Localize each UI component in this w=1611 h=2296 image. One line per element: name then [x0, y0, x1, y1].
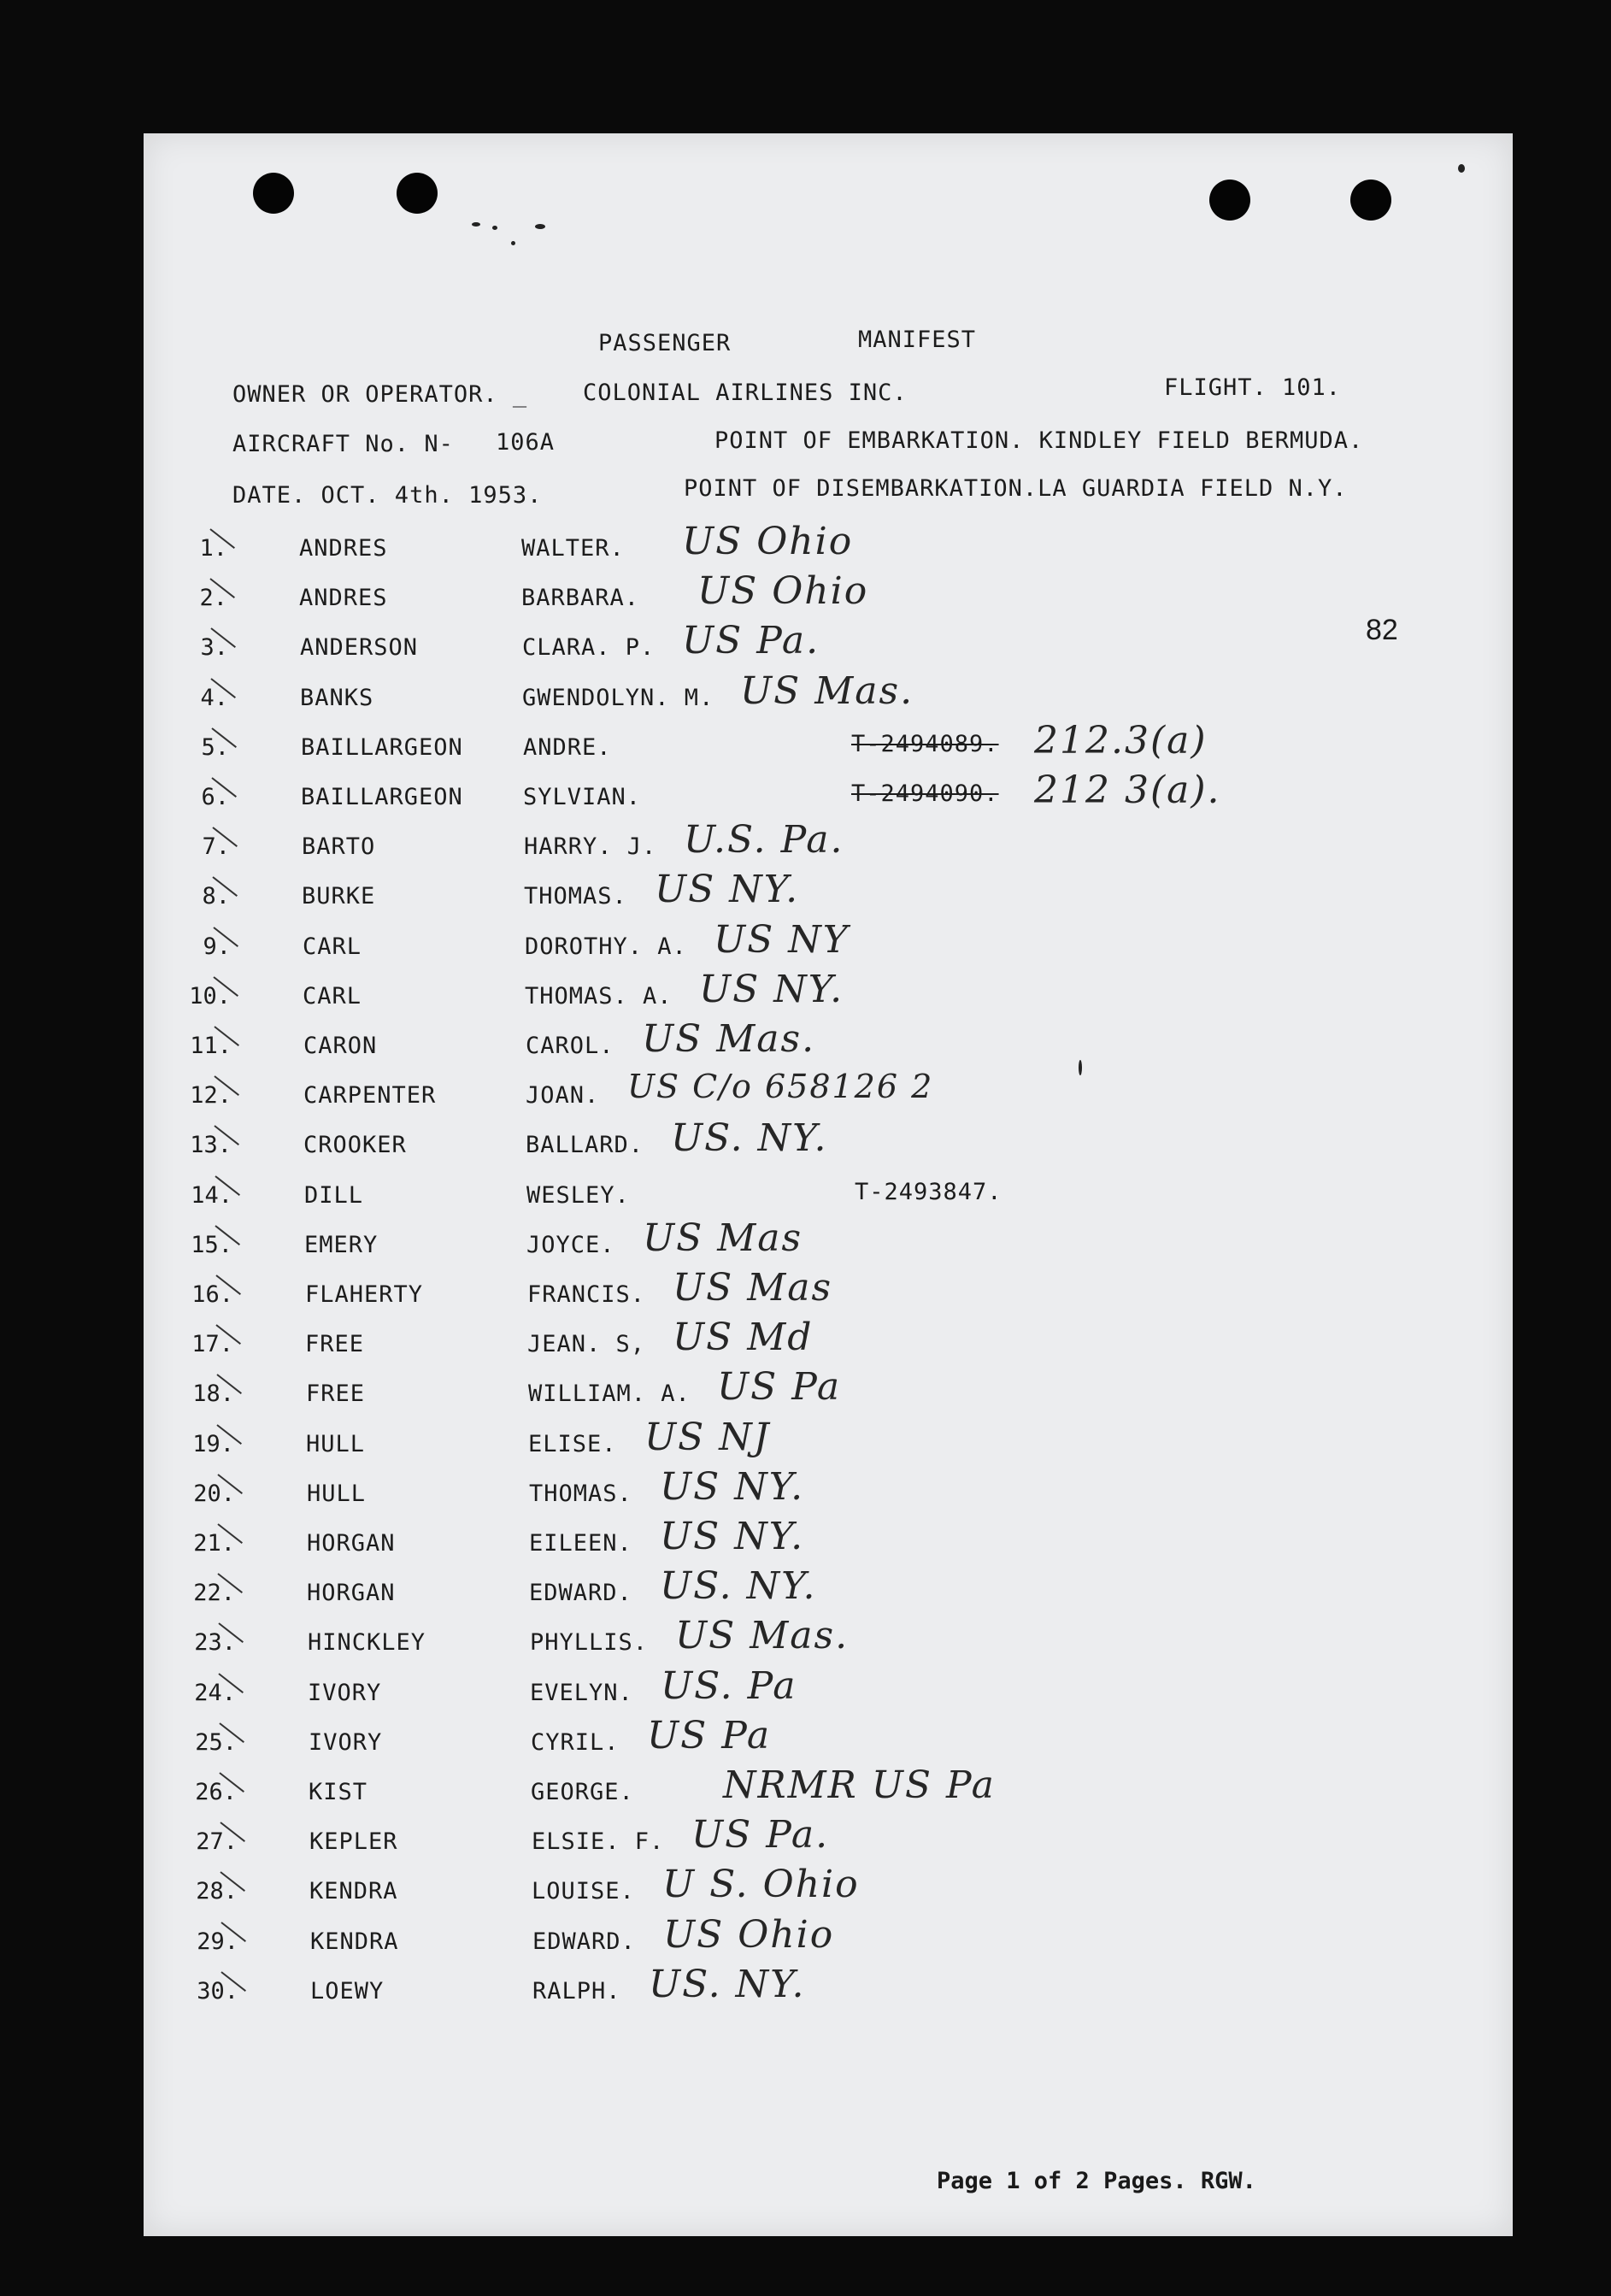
passenger-first-name: PHYLLIS.: [530, 1629, 649, 1656]
disembarkation-point: POINT OF DISEMBARKATION.LA GUARDIA FIELD N.Y.: [684, 475, 1348, 502]
passenger-last-name: ANDERSON: [300, 634, 419, 661]
passenger-first-name: WALTER.: [521, 535, 625, 562]
passenger-number: 2.: [199, 585, 227, 611]
passenger-number: 12.: [190, 1082, 232, 1109]
passenger-last-name: KIST: [309, 1779, 368, 1805]
ink-speck: [472, 222, 480, 227]
passenger-first-name: THOMAS. A.: [525, 983, 673, 1010]
ink-speck: [1079, 1060, 1082, 1075]
passenger-number: 26.: [195, 1779, 237, 1805]
passenger-number: 23.: [194, 1629, 236, 1656]
passenger-first-name: JEAN. S,: [527, 1331, 646, 1357]
passenger-number: 25.: [195, 1729, 237, 1756]
passenger-first-name: THOMAS.: [524, 883, 627, 910]
ink-speck: [492, 226, 497, 230]
passenger-first-name: EILEEN.: [529, 1530, 632, 1557]
passenger-number: 7.: [202, 833, 230, 860]
handwritten-annotation: U.S. Pa.: [684, 818, 844, 862]
passenger-first-name: LOUISE.: [532, 1878, 635, 1905]
flight-number: FLIGHT. 101.: [1164, 374, 1342, 401]
handwritten-annotation: U S. Ohio: [662, 1863, 860, 1906]
punch-hole: [1350, 180, 1391, 221]
handwritten-annotation: US Mas: [643, 1216, 803, 1260]
passenger-number: 3.: [200, 634, 228, 661]
handwritten-annotation: US. NY.: [660, 1564, 817, 1608]
passenger-first-name: WILLIAM. A.: [528, 1381, 691, 1407]
passenger-last-name: CARL: [303, 983, 362, 1010]
handwritten-annotation: US NY.: [699, 968, 844, 1011]
passenger-first-name: EVELYN.: [530, 1680, 633, 1706]
manifest-page: [144, 133, 1513, 2236]
passenger-first-name: EDWARD.: [532, 1928, 636, 1955]
passenger-number: 10.: [189, 983, 231, 1010]
passenger-first-name: WESLEY.: [526, 1182, 630, 1209]
passenger-last-name: CARPENTER: [303, 1082, 437, 1109]
handwritten-annotation: US NY: [714, 918, 850, 962]
passenger-number: 15.: [191, 1232, 232, 1258]
embarkation-point: POINT OF EMBARKATION. KINDLEY FIELD BERMUDA.: [714, 427, 1364, 454]
handwritten-annotation: US Pa.: [682, 619, 820, 662]
passenger-last-name: HORGAN: [307, 1530, 396, 1557]
handwritten-annotation: US Mas.: [740, 669, 914, 713]
passenger-number: 13.: [190, 1132, 232, 1158]
passenger-number: 19.: [192, 1431, 234, 1457]
handwritten-annotation: 212.3(a): [1034, 719, 1208, 762]
handwritten-annotation: US C/o 658126 2: [627, 1068, 934, 1105]
passenger-number: 24.: [194, 1680, 236, 1706]
handwritten-annotation: US Ohio: [663, 1913, 835, 1957]
passenger-first-name: SYLVIAN.: [523, 784, 642, 810]
passenger-first-name: BALLARD.: [526, 1132, 644, 1158]
handwritten-annotation: US. NY.: [649, 1963, 806, 2006]
passenger-number: 16.: [191, 1281, 233, 1308]
title-passenger: PASSENGER: [598, 330, 732, 356]
passenger-last-name: BURKE: [302, 883, 376, 910]
handwritten-annotation: US NY.: [655, 868, 800, 911]
passenger-last-name: IVORY: [308, 1680, 382, 1706]
passenger-last-name: ANDRES: [299, 535, 388, 562]
passenger-number: 21.: [193, 1530, 235, 1557]
passenger-first-name: GEORGE.: [531, 1779, 634, 1805]
ticket-number: T-2494090.: [851, 780, 999, 807]
passenger-number: 14.: [191, 1182, 232, 1209]
handwritten-annotation: US Pa: [717, 1365, 842, 1409]
handwritten-annotation: US Pa: [647, 1714, 772, 1757]
passenger-last-name: BANKS: [300, 685, 374, 711]
passenger-number: 20.: [193, 1481, 235, 1507]
passenger-first-name: FRANCIS.: [527, 1281, 646, 1308]
handwritten-annotation: NRMR US Pa: [723, 1763, 996, 1807]
passenger-first-name: EDWARD.: [529, 1580, 632, 1606]
punch-hole: [397, 173, 438, 214]
handwritten-annotation: US Ohio: [682, 520, 854, 563]
passenger-last-name: DILL: [304, 1182, 364, 1209]
passenger-last-name: HORGAN: [307, 1580, 396, 1606]
passenger-last-name: EMERY: [304, 1232, 379, 1258]
passenger-last-name: ANDRES: [299, 585, 388, 611]
passenger-first-name: HARRY. J.: [524, 833, 657, 860]
ticket-number: T-2494089.: [851, 731, 999, 757]
punch-hole: [1209, 180, 1250, 221]
passenger-number: 1.: [199, 535, 227, 562]
owner-label: OWNER OR OPERATOR. _: [232, 381, 528, 408]
handwritten-annotation: US NJ: [644, 1416, 771, 1459]
passenger-number: 28.: [196, 1878, 238, 1905]
passenger-last-name: BAILLARGEON: [301, 734, 463, 761]
passenger-last-name: HINCKLEY: [308, 1629, 426, 1656]
aircraft-label: AIRCRAFT No. N-: [232, 431, 454, 457]
handwritten-annotation: US. Pa: [661, 1664, 797, 1708]
passenger-last-name: BAILLARGEON: [301, 784, 463, 810]
manifest-date: DATE. OCT. 4th. 1953.: [232, 482, 543, 509]
passenger-number: 4.: [200, 685, 228, 711]
handwritten-annotation: US Mas.: [642, 1017, 816, 1061]
passenger-last-name: FREE: [306, 1381, 366, 1407]
handwritten-annotation: US NY.: [660, 1515, 805, 1558]
passenger-last-name: HULL: [307, 1481, 367, 1507]
passenger-last-name: KEPLER: [309, 1828, 398, 1855]
passenger-number: 22.: [193, 1580, 235, 1606]
page-number: 82: [1366, 614, 1398, 646]
handwritten-annotation: US Mas: [673, 1266, 833, 1310]
passenger-first-name: ANDRE.: [523, 734, 612, 761]
passenger-first-name: DOROTHY. A.: [525, 933, 687, 960]
handwritten-annotation: US. NY.: [671, 1116, 828, 1160]
passenger-last-name: BARTO: [302, 833, 376, 860]
passenger-last-name: CARON: [303, 1033, 378, 1059]
passenger-last-name: KENDRA: [309, 1878, 398, 1905]
punch-hole: [253, 173, 294, 214]
passenger-first-name: GWENDOLYN. M.: [522, 685, 714, 711]
passenger-number: 30.: [197, 1978, 238, 2005]
passenger-last-name: FLAHERTY: [305, 1281, 424, 1308]
passenger-number: 29.: [197, 1928, 238, 1955]
passenger-last-name: CARL: [303, 933, 362, 960]
ink-speck: [535, 224, 545, 229]
passenger-last-name: KENDRA: [310, 1928, 399, 1955]
passenger-last-name: LOEWY: [310, 1978, 385, 2005]
passenger-first-name: ELSIE. F.: [532, 1828, 665, 1855]
handwritten-annotation: US Pa.: [691, 1813, 830, 1857]
passenger-number: 11.: [190, 1033, 232, 1059]
passenger-last-name: FREE: [305, 1331, 365, 1357]
ink-speck: [1458, 164, 1465, 173]
passenger-first-name: THOMAS.: [529, 1481, 632, 1507]
passenger-last-name: IVORY: [309, 1729, 383, 1756]
passenger-first-name: CYRIL.: [531, 1729, 620, 1756]
handwritten-annotation: 212 3(a).: [1034, 768, 1221, 812]
passenger-number: 17.: [191, 1331, 233, 1357]
passenger-number: 27.: [196, 1828, 238, 1855]
aircraft-number: 106A: [496, 429, 556, 456]
passenger-number: 9.: [203, 933, 231, 960]
passenger-first-name: RALPH.: [532, 1978, 621, 2005]
passenger-last-name: HULL: [306, 1431, 366, 1457]
passenger-number: 18.: [192, 1381, 234, 1407]
owner-value: COLONIAL AIRLINES INC.: [583, 380, 908, 406]
handwritten-annotation: US Md: [673, 1316, 814, 1359]
passenger-first-name: BARBARA.: [521, 585, 640, 611]
passenger-first-name: JOAN.: [526, 1082, 600, 1109]
handwritten-annotation: US NY.: [660, 1465, 805, 1509]
ticket-number: T-2493847.: [855, 1179, 1002, 1205]
passenger-first-name: JOYCE.: [526, 1232, 615, 1258]
ink-speck: [511, 241, 515, 245]
passenger-first-name: CAROL.: [526, 1033, 614, 1059]
page-footer: Page 1 of 2 Pages. RGW.: [937, 2168, 1256, 2194]
handwritten-annotation: US Mas.: [675, 1614, 850, 1657]
passenger-first-name: CLARA. P.: [522, 634, 656, 661]
passenger-first-name: ELISE.: [528, 1431, 617, 1457]
handwritten-annotation: US Ohio: [697, 569, 869, 613]
passenger-number: 8.: [202, 883, 230, 910]
passenger-number: 6.: [201, 784, 229, 810]
passenger-last-name: CROOKER: [303, 1132, 407, 1158]
title-manifest: MANIFEST: [858, 327, 977, 353]
passenger-number: 5.: [201, 734, 229, 761]
